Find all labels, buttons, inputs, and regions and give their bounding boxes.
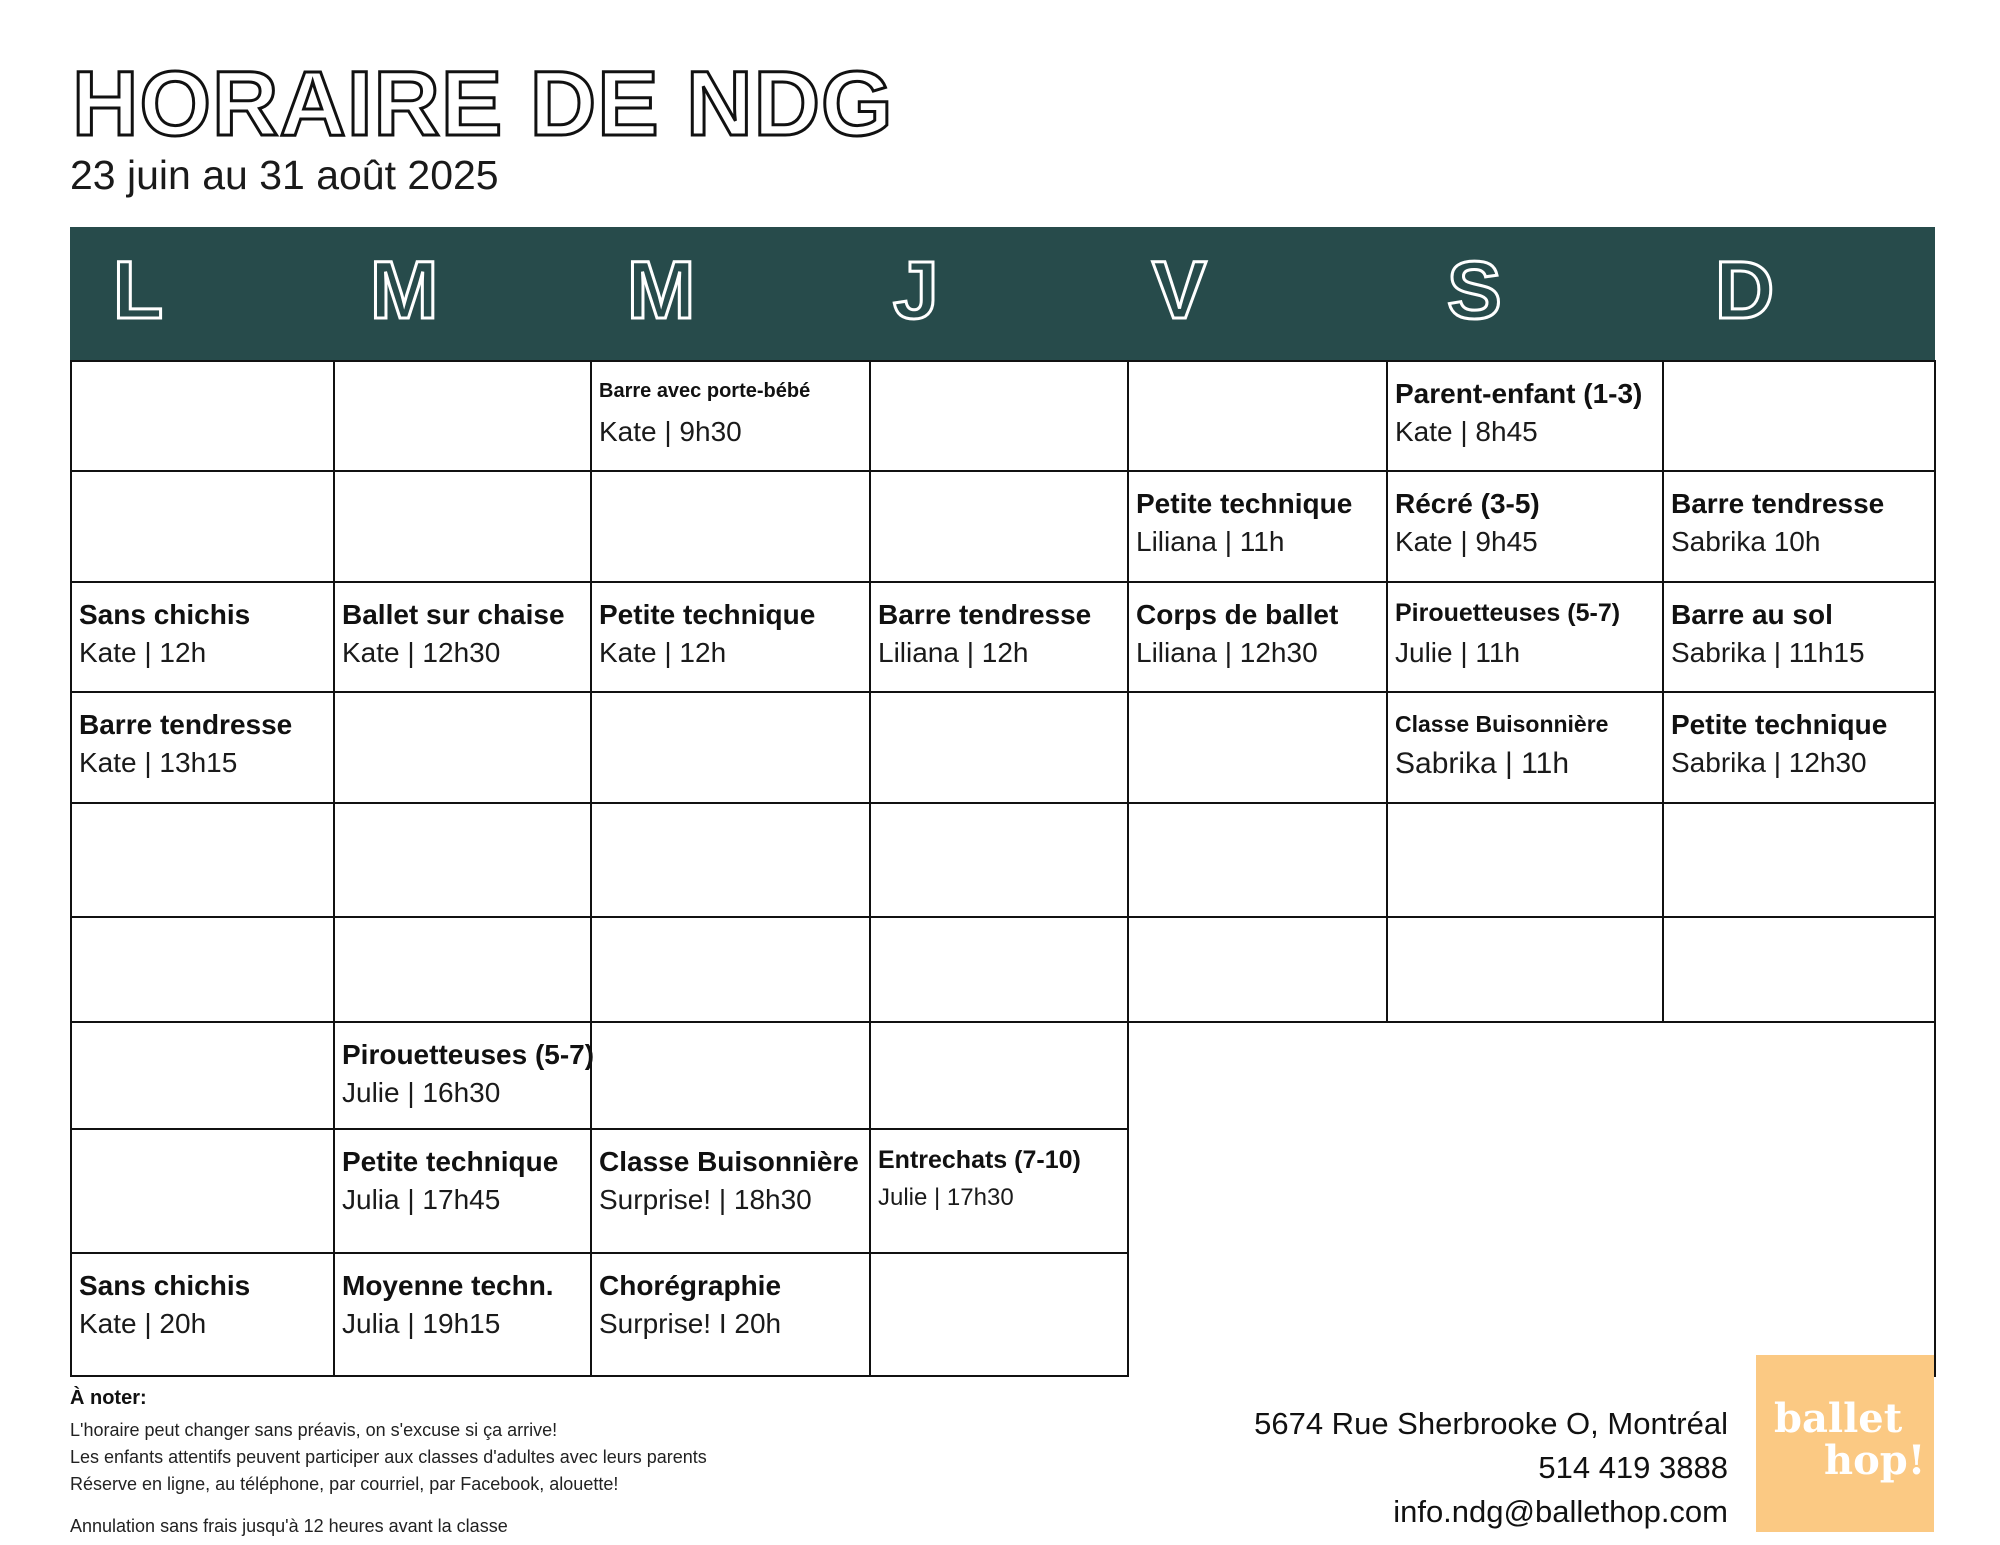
logo-text-line2: hop!: [1824, 1437, 1926, 1484]
schedule-cell: [72, 583, 333, 691]
class-name: Sans chichis: [79, 599, 251, 630]
schedule-cell: [592, 362, 869, 470]
schedule-cell: [335, 918, 590, 1021]
class-instructor-time: Kate | 9h30: [599, 416, 742, 447]
class-instructor-time: Julia | 17h45: [342, 1184, 501, 1215]
class-name: Petite technique: [1671, 709, 1888, 740]
schedule-cell: [1129, 583, 1386, 691]
class-instructor-time: Julie | 16h30: [342, 1077, 501, 1108]
contact-phone: 514 419 3888: [1538, 1450, 1728, 1485]
class-instructor-time: Kate | 12h: [599, 637, 727, 668]
schedule-cell: [1664, 583, 1934, 691]
day-wednesday: M: [627, 245, 696, 336]
class-name: Entrechats (7-10): [878, 1146, 1081, 1174]
note-line: L'horaire peut changer sans préavis, on s'excuse si ça arrive!: [70, 1420, 558, 1440]
class-instructor-time: Julie | 11h: [1395, 637, 1521, 668]
schedule-cell: [72, 918, 333, 1021]
note-line: Réserve en ligne, au téléphone, par courriel, par Facebook, alouette!: [70, 1474, 619, 1494]
class-name: Barre avec porte-bébé: [599, 380, 811, 402]
class-instructor-time: Liliana | 12h30: [1136, 637, 1318, 668]
class-name: Classe Buisonnière: [1395, 711, 1609, 737]
class-instructor-time: Sabrika | 12h30: [1671, 747, 1867, 778]
class-instructor-time: Julia | 19h15: [342, 1308, 501, 1339]
schedule-cell: [1129, 918, 1386, 1021]
grid-line: [70, 1375, 1129, 1377]
schedule-cell: [592, 1023, 869, 1128]
notes-title: À noter:: [70, 1387, 147, 1409]
schedule-cell: [72, 362, 333, 470]
class-instructor-time: Kate | 12h30: [342, 637, 501, 668]
note-line: Les enfants attentifs peuvent participer aux classes d'adultes avec leurs parents: [70, 1447, 707, 1467]
day-thursday: J: [893, 245, 939, 336]
class-name: Classe Buisonnière: [599, 1146, 859, 1177]
schedule-cell: [1664, 918, 1934, 1021]
schedule-cell: [1388, 918, 1662, 1021]
schedule-cell: [1664, 472, 1934, 581]
class-instructor-time: Kate | 12h: [79, 637, 207, 668]
page-title: HORAIRE DE NDG: [72, 53, 894, 155]
ballet-hop-logo: [1756, 1355, 1934, 1532]
class-instructor-time: Surprise! I 20h: [599, 1308, 782, 1339]
schedule-cell: [592, 693, 869, 802]
class-name: Pirouetteuses (5-7): [1395, 599, 1621, 627]
grid-line: [1934, 360, 1936, 1377]
schedule-cell: [72, 804, 333, 916]
schedule-cell: [335, 362, 590, 470]
class-name: Corps de ballet: [1136, 599, 1339, 630]
schedule-cell: [1388, 693, 1662, 802]
day-sunday: D: [1715, 245, 1775, 336]
schedule-cell: [1664, 362, 1934, 470]
class-instructor-time: Kate | 8h45: [1395, 416, 1538, 447]
day-saturday: S: [1447, 245, 1502, 336]
class-name: Ballet sur chaise: [342, 599, 565, 630]
class-name: Petite technique: [599, 599, 816, 630]
schedule-cell: [1664, 804, 1934, 916]
class-name: Barre au sol: [1671, 599, 1833, 630]
logo-text-line1: ballet: [1774, 1395, 1903, 1442]
class-instructor-time: Kate | 13h15: [79, 747, 238, 778]
class-instructor-time: Surprise! | 18h30: [599, 1184, 812, 1215]
schedule-cell: [871, 693, 1127, 802]
schedule-cell: [1388, 583, 1662, 691]
schedule-cell: [1129, 472, 1386, 581]
schedule-cell: [871, 583, 1127, 691]
schedule-cell: [335, 693, 590, 802]
schedule-cell: [335, 583, 590, 691]
class-name: Chorégraphie: [599, 1270, 782, 1301]
class-name: Petite technique: [342, 1146, 559, 1177]
schedule-cell: [1388, 472, 1662, 581]
day-monday: L: [113, 245, 164, 336]
class-instructor-time: Liliana | 12h: [878, 637, 1029, 668]
schedule-cell: [871, 918, 1127, 1021]
schedule-grid: [70, 360, 1935, 1376]
schedule-cell: [1129, 693, 1386, 802]
schedule-cell: [592, 472, 869, 581]
day-tuesday: M: [370, 245, 439, 336]
schedule-cell: [871, 1023, 1127, 1128]
schedule-cell: [72, 1023, 333, 1128]
class-name: Barre tendresse: [878, 599, 1092, 630]
class-instructor-time: Kate | 20h: [79, 1308, 207, 1339]
schedule-cell: [871, 1254, 1127, 1375]
class-instructor-time: Liliana | 11h: [1136, 526, 1285, 557]
schedule-cell: [592, 583, 869, 691]
class-name: Récré (3-5): [1395, 488, 1540, 519]
schedule-cell: [871, 472, 1127, 581]
date-range: 23 juin au 31 août 2025: [70, 152, 499, 198]
schedule-cell: [1664, 693, 1934, 802]
day-friday: V: [1152, 245, 1207, 336]
class-instructor-time: Kate | 9h45: [1395, 526, 1538, 557]
schedule-cell: [592, 918, 869, 1021]
contact-email[interactable]: info.ndg@ballethop.com: [1393, 1494, 1728, 1529]
schedule-cell: [335, 1023, 595, 1128]
class-name: Barre tendresse: [79, 709, 293, 740]
schedule-cell: [72, 693, 333, 802]
schedule-cell: [1388, 804, 1662, 916]
schedule-cell: [592, 1130, 869, 1252]
schedule-cell: [72, 1254, 333, 1375]
schedule-cell: [1388, 362, 1662, 470]
contact-address: 5674 Rue Sherbrooke O, Montréal: [1254, 1406, 1728, 1441]
schedule-cell: [871, 804, 1127, 916]
schedule-cell: [871, 362, 1127, 470]
day-header-bar: [70, 227, 1935, 360]
class-instructor-time: Sabrika 10h: [1671, 526, 1821, 557]
class-name: Barre tendresse: [1671, 488, 1885, 519]
schedule-cell: [72, 1130, 333, 1252]
schedule-cell: [335, 804, 590, 916]
note-line: Annulation sans frais jusqu'à 12 heures avant la classe: [70, 1516, 508, 1536]
class-name: Pirouetteuses (5-7): [342, 1039, 595, 1070]
class-name: Sans chichis: [79, 1270, 251, 1301]
schedule-cell: [1129, 362, 1386, 470]
class-name: Petite technique: [1136, 488, 1353, 519]
schedule-cell: [1129, 804, 1386, 916]
class-instructor-time: Sabrika | 11h15: [1671, 637, 1865, 668]
class-name: Moyenne techn.: [342, 1270, 554, 1301]
class-instructor-time: Sabrika | 11h: [1395, 747, 1570, 780]
schedule-cell: [335, 472, 590, 581]
schedule-cell: [592, 804, 869, 916]
class-name: Parent-enfant (1-3): [1395, 378, 1643, 409]
schedule-cell: [592, 1254, 869, 1375]
schedule-cell: [335, 1254, 590, 1375]
class-instructor-time: Julie | 17h30: [878, 1184, 1014, 1211]
schedule-cell: [72, 472, 333, 581]
schedule-cell: [871, 1130, 1127, 1252]
schedule-cell: [335, 1130, 590, 1252]
